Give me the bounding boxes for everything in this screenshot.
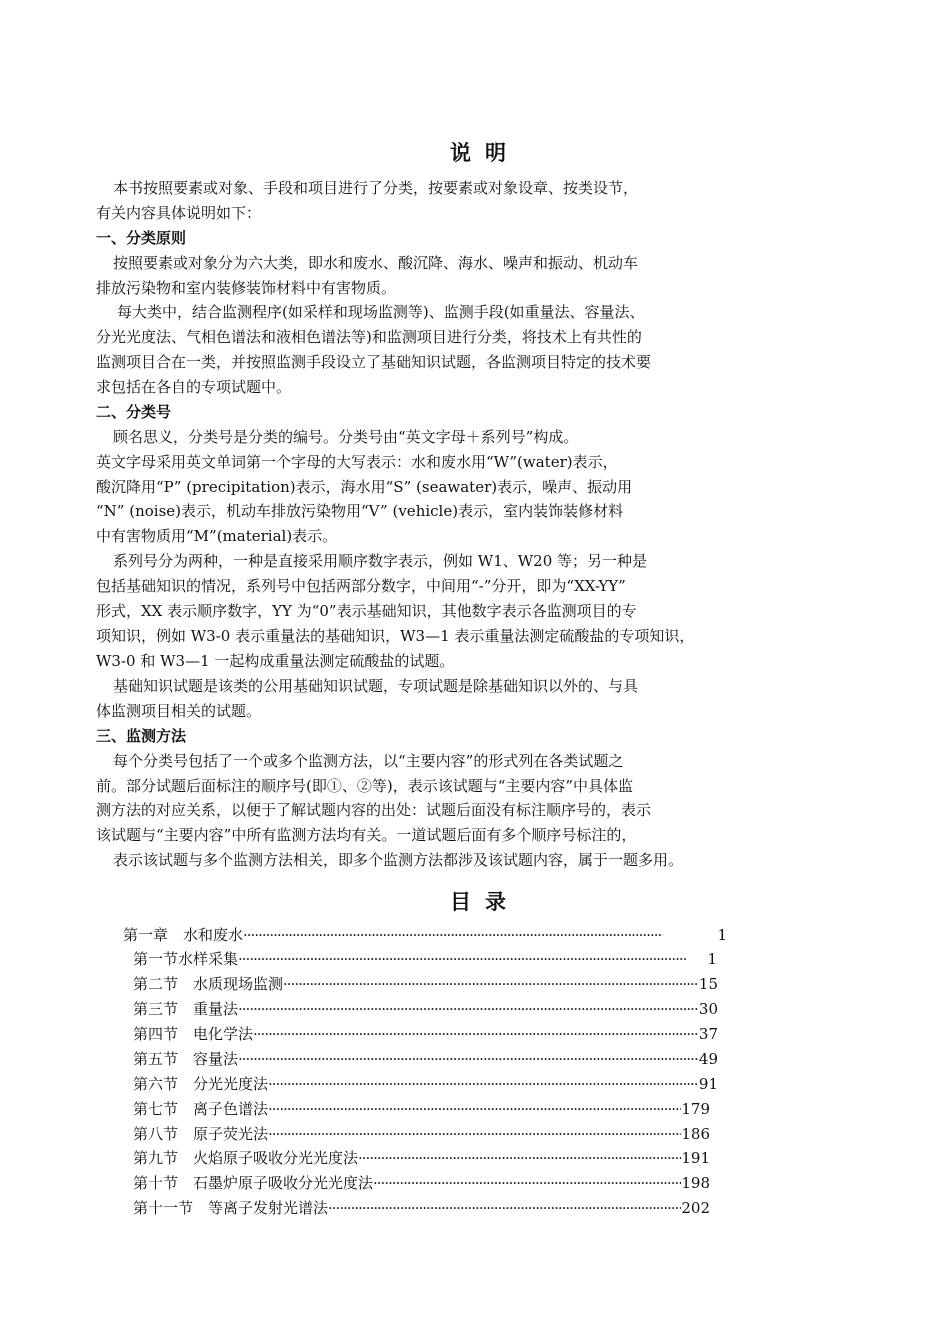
toc-entry-page: 1	[717, 926, 727, 944]
paragraph-line: 体监测项目相关的试题。	[96, 702, 262, 720]
toc-entry-page: 1	[707, 950, 717, 968]
toc-leader-dots	[373, 1173, 681, 1193]
section-heading-classification-number: 二、分类号	[96, 403, 172, 421]
toc-leader-dots	[268, 1099, 681, 1119]
paragraph-line: 基础知识试题是该类的公用基础知识试题，专项试题是除基础知识以外的、与具	[113, 677, 639, 695]
toc-leader-dots	[268, 1124, 681, 1144]
paragraph-line: 分光光度法、气相色谱法和液相色谱法等)和监测项目进行分类，将技术上有共性的	[96, 328, 642, 346]
paragraph-line: 每大类中，结合监测程序(如采样和现场监测等)、监测手段(如重量法、容量法、	[117, 303, 645, 321]
paragraph-line: 英文字母采用英文单词第一个字母的大写表示：水和废水用“W”(water)表示，	[96, 453, 618, 471]
paragraph-line: 求包括在各自的专项试题中。	[96, 378, 292, 396]
toc-entry-section-10[interactable]	[133, 1173, 710, 1193]
toc-entry-page: 37	[698, 1025, 718, 1043]
paragraph-line: 按照要素或对象分为六大类，即水和废水、酸沉降、海水、噪声和振动、机动车	[113, 254, 639, 272]
toc-entry-label: 第七节 离子色谱法	[133, 1100, 269, 1118]
intro-line: 有关内容具体说明如下：	[96, 204, 262, 222]
section-heading-classification-principle: 一、分类原则	[96, 229, 187, 247]
toc-leader-dots	[253, 1024, 699, 1044]
paragraph-line: 形式，XX 表示顺序数字，YY 为“0”表示基础知识，其他数字表示各监测项目的专	[96, 602, 637, 620]
paragraph-line: 顾名思义，分类号是分类的编号。分类号由“英文字母＋系列号”构成。	[113, 428, 579, 446]
paragraph-line: 项知识，例如 W3-0 表示重量法的基础知识，W3—1 表示重量法测定硫酸盐的专项知识，	[96, 627, 695, 645]
toc-leader-dots	[283, 974, 699, 994]
toc-entry-section-8[interactable]	[133, 1124, 710, 1144]
toc-entry-page: 191	[681, 1149, 710, 1167]
toc-entry-page: 198	[681, 1174, 710, 1192]
intro-line: 本书按照要素或对象、手段和项目进行了分类，按要素或对象设章、按类设节，	[113, 179, 639, 197]
paragraph-line: 表示该试题与多个监测方法相关，即多个监测方法都涉及该试题内容，属于一题多用。	[113, 851, 684, 869]
toc-leader-dots	[238, 1049, 699, 1069]
section-heading-monitoring-method: 三、监测方法	[96, 727, 187, 745]
toc-leader-dots	[358, 1148, 681, 1168]
paragraph-line: 前。部分试题后面标注的顺序号(即①、②等)，表示该试题与“主要内容”中具体监	[96, 777, 634, 795]
toc-entry-section-3[interactable]	[133, 999, 718, 1019]
toc-title: 目录	[450, 889, 520, 914]
toc-entry-label: 第八节 原子荧光法	[133, 1125, 269, 1143]
toc-leader-dots	[238, 949, 687, 969]
paragraph-line: 每个分类号包括了一个或多个监测方法，以“主要内容”的形式列在各类试题之	[113, 752, 624, 770]
toc-entry-section-1[interactable]	[133, 949, 717, 969]
toc-entry-label: 第一节水样采集	[133, 950, 239, 968]
toc-entry-page: 186	[681, 1125, 710, 1143]
paragraph-line: 酸沉降用“P” (precipitation)表示，海水用“S” (seawater)表示，噪声、振动用	[96, 478, 633, 496]
toc-entry-page: 15	[698, 975, 718, 993]
toc-entry-section-5[interactable]	[133, 1049, 718, 1069]
toc-entry-section-6[interactable]	[133, 1074, 718, 1094]
toc-entry-page: 30	[698, 1000, 718, 1018]
paragraph-line: W3-0 和 W3—1 一起构成重量法测定硫酸盐的试题。	[96, 652, 455, 670]
toc-entry-section-4[interactable]	[133, 1024, 718, 1044]
toc-entry-label: 第一章 水和废水	[123, 926, 244, 944]
toc-leader-dots	[238, 999, 699, 1019]
toc-entry-section-2[interactable]	[133, 974, 718, 994]
paragraph-line: 系列号分为两种，一种是直接采用顺序数字表示，例如 W1、W20 等；另一种是	[113, 552, 648, 570]
toc-leader-dots	[243, 925, 663, 945]
toc-entry-section-9[interactable]	[133, 1148, 710, 1168]
paragraph-line: “N” (noise)表示，机动车排放污染物用“V” (vehicle)表示，室内装饰装修材料	[96, 502, 624, 520]
toc-entry-label: 第五节 容量法	[133, 1050, 239, 1068]
toc-entry-label: 第四节 电化学法	[133, 1025, 254, 1043]
toc-entry-label: 第二节 水质现场监测	[133, 975, 284, 993]
toc-leader-dots	[268, 1074, 699, 1094]
toc-entry-chapter-1[interactable]	[123, 925, 727, 945]
paragraph-line: 监测项目合在一类，并按照监测手段设立了基础知识试题，各监测项目特定的技术要	[96, 353, 652, 371]
toc-entry-section-7[interactable]	[133, 1099, 710, 1119]
toc-entry-page: 91	[698, 1075, 718, 1093]
toc-leader-dots	[328, 1198, 681, 1218]
toc-entry-label: 第十节 石墨炉原子吸收分光光度法	[133, 1174, 374, 1192]
intro-title: 说明	[450, 140, 520, 165]
toc-entry-label: 第十一节 等离子发射光谱法	[133, 1199, 329, 1217]
toc-entry-label: 第三节 重量法	[133, 1000, 239, 1018]
paragraph-line: 测方法的对应关系，以便于了解试题内容的出处：试题后面没有标注顺序号的，表示	[96, 801, 652, 819]
toc-entry-page: 49	[698, 1050, 718, 1068]
toc-entry-page: 179	[681, 1100, 710, 1118]
paragraph-line: 包括基础知识的情况，系列号中包括两部分数字，中间用“-”分开，即为“XX-YY”	[96, 577, 626, 595]
paragraph-line: 该试题与“主要内容”中所有监测方法均有关。一道试题后面有多个顺序号标注的，	[96, 826, 637, 844]
toc-entry-page: 202	[681, 1199, 710, 1217]
paragraph-line: 排放污染物和室内装修装饰材料中有害物质。	[96, 279, 397, 297]
toc-entry-section-11[interactable]	[133, 1198, 710, 1218]
paragraph-line: 中有害物质用“M”(material)表示。	[96, 527, 338, 545]
toc-entry-label: 第九节 火焰原子吸收分光光度法	[133, 1149, 359, 1167]
toc-entry-label: 第六节 分光光度法	[133, 1075, 269, 1093]
